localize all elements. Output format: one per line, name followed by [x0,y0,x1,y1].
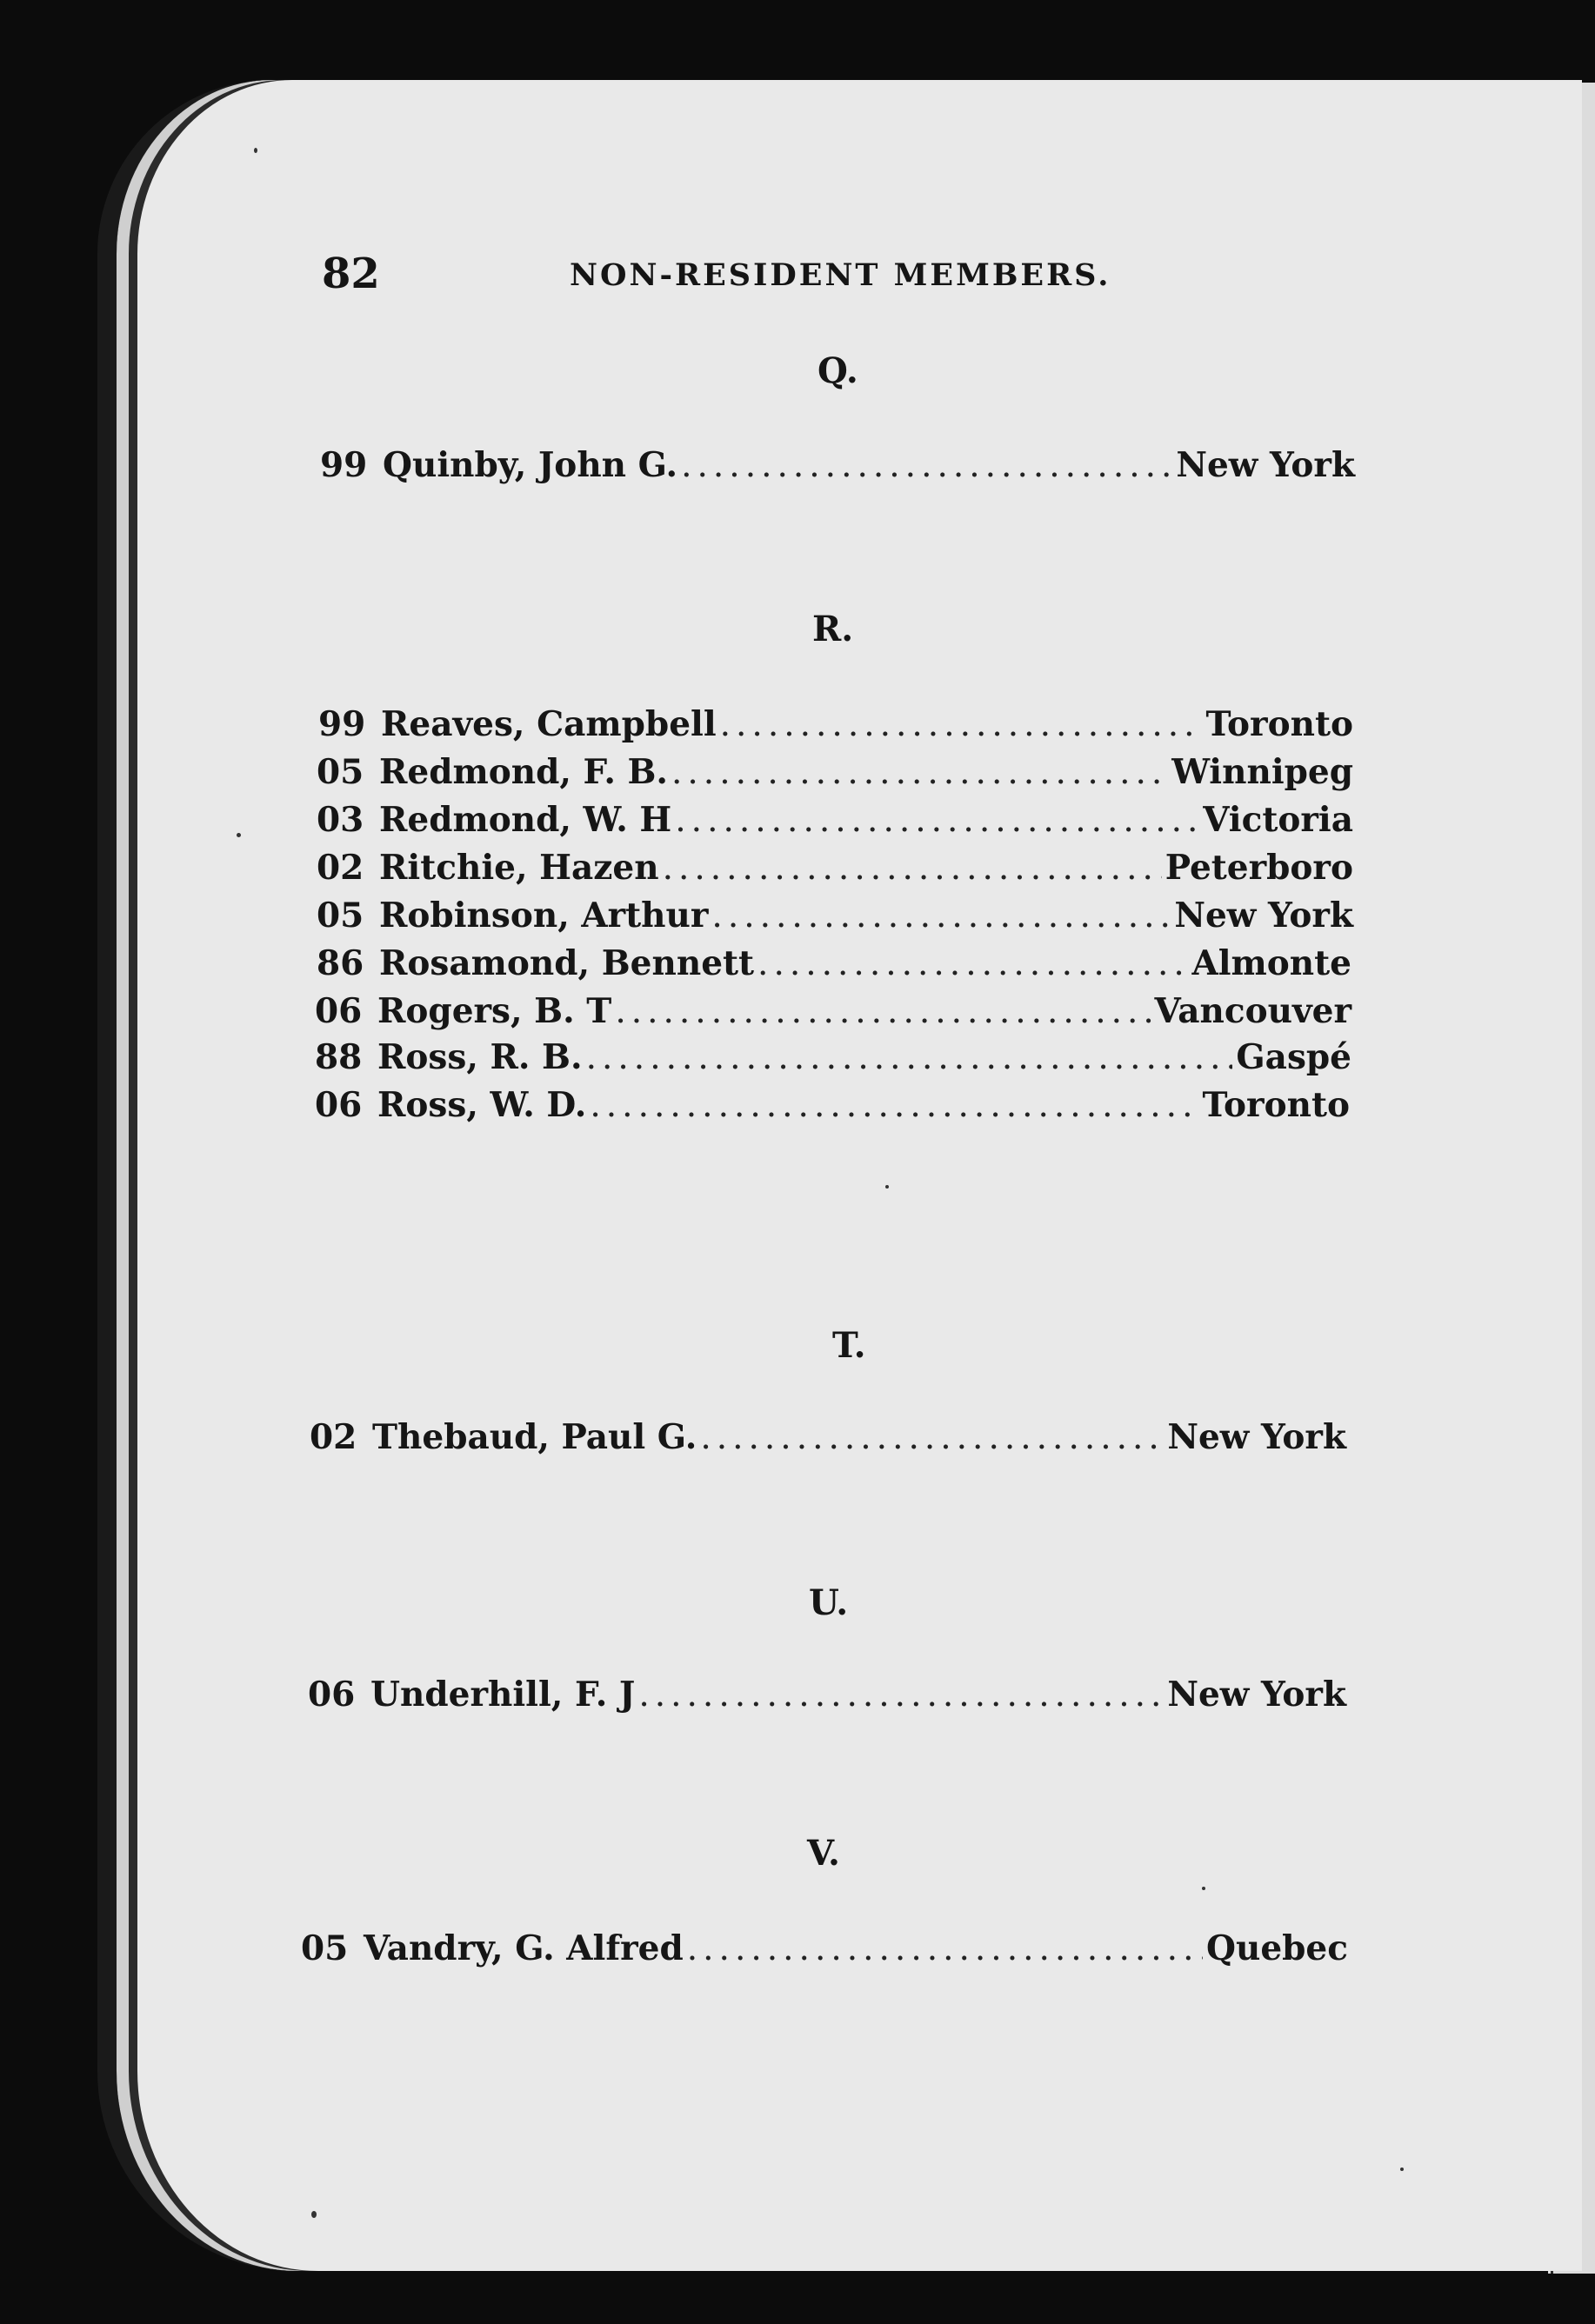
member-place: New York [1176,445,1355,485]
section-letter-u: U. [809,1582,849,1623]
member-place: Almonte [1191,943,1351,983]
member-entry [317,752,1353,796]
leader-dots [757,944,1188,983]
member-entry [301,1928,1348,1972]
section-letter-q: Q. [818,350,858,391]
member-place: Toronto [1202,1085,1350,1125]
scan-speck [1202,1887,1205,1890]
scan-speck [311,2211,317,2218]
member-year: 99 [320,445,368,485]
scan-speck [1400,2168,1404,2171]
member-place: New York [1174,896,1353,936]
member-entry [317,800,1353,843]
member-place: Toronto [1205,704,1353,744]
member-entry [320,445,1355,489]
leader-dots [586,1038,1233,1077]
section-letter-r: R. [812,609,854,649]
page-number: 82 [322,250,380,298]
member-year: 88 [315,1037,363,1077]
member-name: Ross, W. D. [377,1085,587,1125]
member-entry [317,943,1351,987]
leader-dots [687,1929,1203,1968]
member-name: Thebaud, Paul G. [372,1417,697,1457]
member-place: Peterboro [1165,848,1353,888]
member-year: 05 [317,896,364,936]
member-year: 06 [315,991,363,1031]
member-name: Reaves, Campbell [381,704,717,744]
member-name: Rogers, B. T [377,991,612,1031]
leader-dots [700,1418,1164,1457]
member-year: 05 [317,752,364,792]
member-name: Ross, R. B. [377,1037,583,1077]
member-entry [318,704,1353,748]
member-year: 86 [317,943,364,983]
leader-dots [663,849,1162,888]
leader-dots [720,705,1203,744]
member-year: 99 [318,704,366,744]
leader-dots [711,896,1171,936]
member-name: Ritchie, Hazen [379,848,659,888]
member-year: 05 [301,1928,349,1968]
member-year: 06 [308,1675,356,1715]
member-name: Robinson, Arthur [379,896,709,936]
running-title: NON-RESIDENT MEMBERS. [570,257,1111,293]
member-entry [308,1675,1346,1718]
member-place: New York [1167,1417,1346,1457]
page-header [224,245,1355,297]
leader-dots [615,992,1151,1031]
member-place: Quebec [1206,1928,1348,1968]
member-place: Vancouver [1154,991,1351,1031]
section-letter-t: T. [832,1325,866,1366]
member-year: 02 [310,1417,357,1457]
member-year: 03 [317,800,364,840]
member-name: Redmond, F. B. [379,752,669,792]
member-entry [310,1417,1346,1461]
member-entry [315,1085,1350,1129]
member-name: Quinby, John G. [383,445,678,485]
leader-dots [638,1675,1164,1715]
member-name: Redmond, W. H [379,800,672,840]
member-entry [315,991,1351,1035]
member-name: Rosamond, Bennett [379,943,755,983]
scan-speck [237,833,241,837]
member-place: New York [1167,1675,1346,1715]
member-entry [317,896,1353,939]
leader-dots [675,801,1199,840]
member-place: Winnipeg [1171,752,1353,792]
member-name: Vandry, G. Alfred [364,1928,684,1968]
scan-speck [885,1185,889,1189]
member-entry [317,848,1353,891]
member-name: Underhill, F. J [370,1675,636,1715]
member-place: Victoria [1203,800,1353,840]
section-letter-v: V. [807,1833,840,1874]
member-year: 06 [315,1085,363,1125]
leader-dots [681,446,1172,485]
member-entry [315,1037,1351,1081]
leader-dots [590,1086,1198,1125]
member-year: 02 [317,848,364,888]
leader-dots [671,753,1168,792]
member-place: Gaspé [1236,1037,1351,1077]
scan-speck [254,148,257,153]
